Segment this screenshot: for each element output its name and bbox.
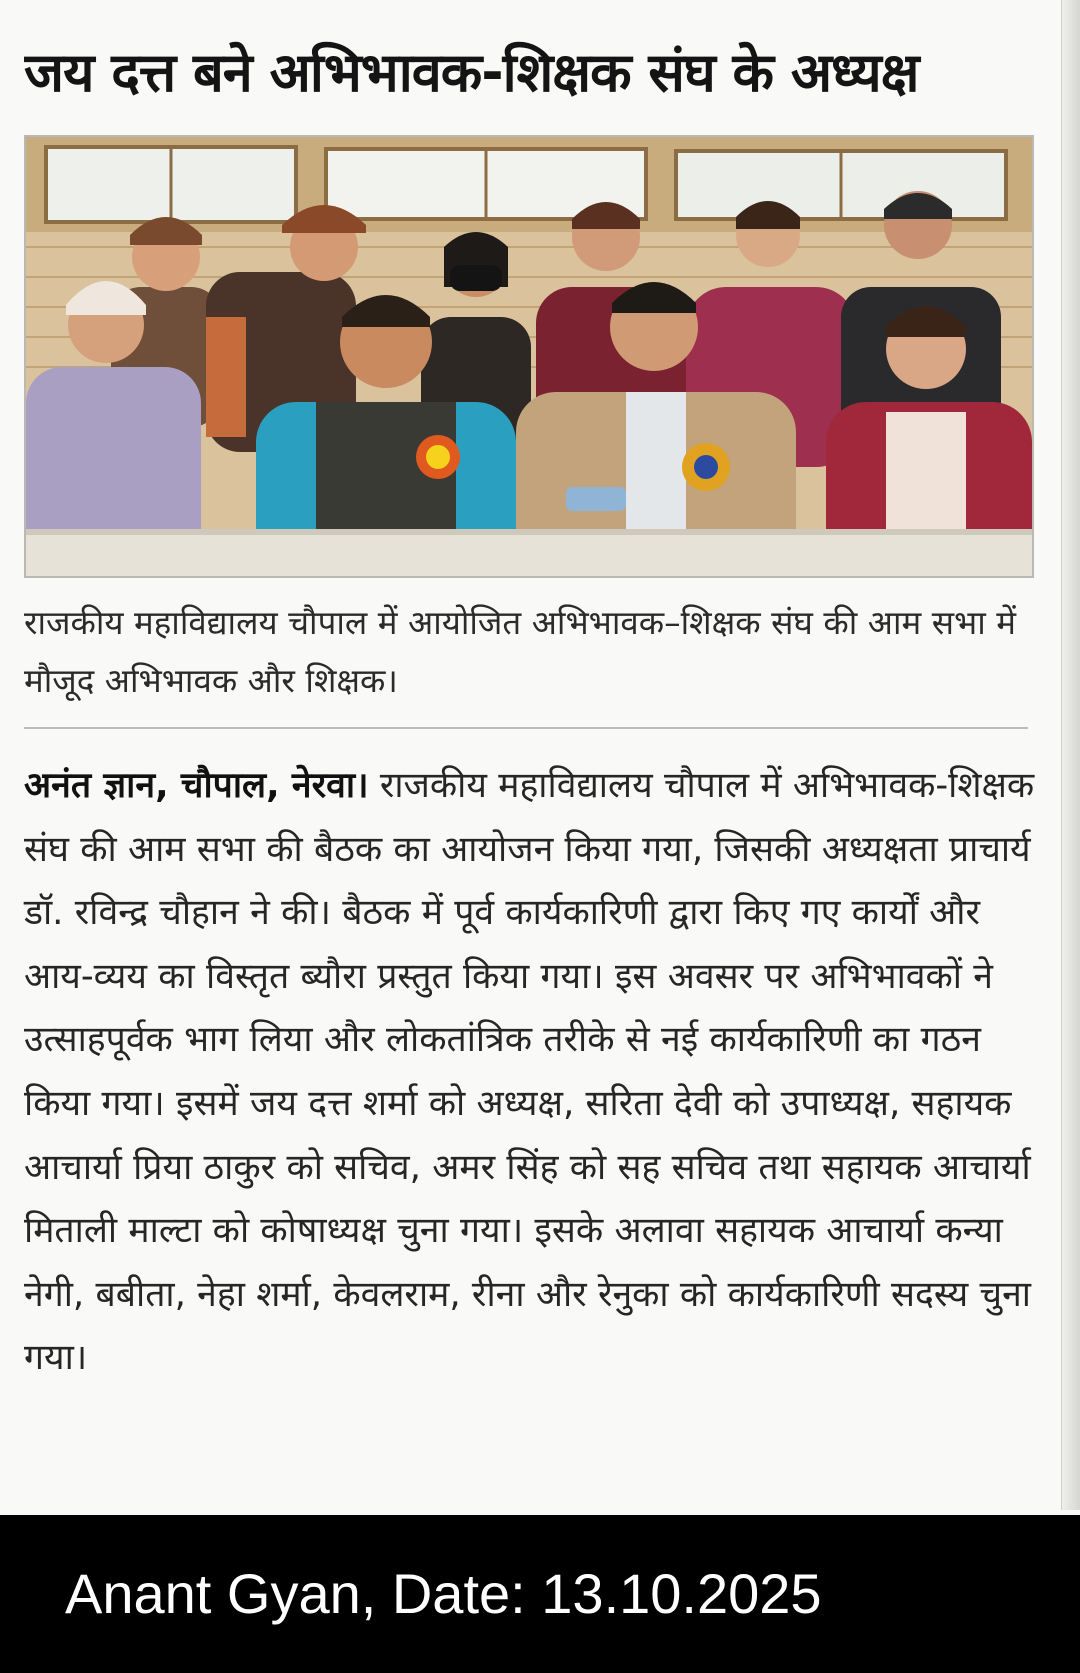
photo-caption: राजकीय महाविद्यालय चौपाल में आयोजित अभिभावक–शिक्षक संघ की आम सभा में मौजूद अभिभावक और शिक्षक।: [24, 603, 1017, 700]
article-body-text: राजकीय महाविद्यालय चौपाल में अभिभावक-शिक्षक संघ की आम सभा की बैठक का आयोजन किया गया, जिसकी अध्यक्षता प्राचार्य डॉ. रविन्द्र चौहान ने की। बैठक में पूर्व कार्यकारिणी द्वारा किए गए कार्यों और आय-व्यय का विस्तृत ब्यौरा प्रस्तुत किया गया। इस अवसर पर अभिभावकों ने उत्साहपूर्वक भाग लिया और लोकतांत्रिक तरीके से नई कार्यकारिणी का गठन किया गया। इसमें जय दत्त शर्मा को अध्यक्ष, सरिता देवी को उपाध्यक्ष, सहायक आचार्या प्रिया ठाकुर को सचिव, अमर सिंह को सह सचिव तथा सहायक आचार्या मिताली माल्टा को कोषाध्यक्ष चुना गया। इसके अलावा सहायक आचार्या कन्या नेगी, बबीता, नेहा शर्मा, केवलराम, रीना और रेनुका को कार्यकारिणी सदस्य चुना गया।: [24, 765, 1035, 1379]
article-dateline: अनंत ज्ञान, चौपाल, नेरवा।: [24, 765, 369, 806]
group-photo: [24, 135, 1034, 578]
divider: [24, 727, 1028, 729]
page-edge-shadow: [1061, 0, 1080, 1515]
footer-bar: [0, 1515, 1080, 1673]
source-date-label: Anant Gyan, Date: 13.10.2025: [65, 1562, 822, 1625]
article-body: [24, 754, 1036, 1390]
article-headline: जय दत्त बने अभिभावक-शिक्षक संघ के अध्यक्ष: [24, 41, 919, 104]
